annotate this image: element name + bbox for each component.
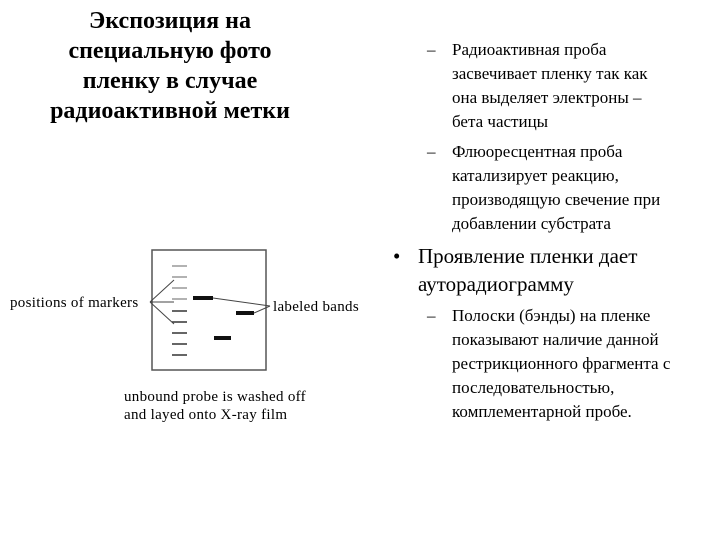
pointer-lines [150,280,270,324]
dash-marker: – [427,306,436,325]
text-line: ауторадиограмму [418,272,574,296]
labeled-band [236,311,254,315]
text-line: Радиоактивная проба [452,40,607,59]
pointer-line [213,298,270,306]
text-line: Флюоресцентная проба [452,142,623,161]
text-line: показывают наличие данной [452,330,659,349]
film-sheet [152,250,266,370]
text-line: последовательностью, [452,378,615,397]
label-positions-of-markers: positions of markers [10,295,139,311]
marker-ladder [172,266,187,299]
text-line: катализирует реакцию, [452,166,619,185]
title-line: специальную фото [68,38,272,64]
labeled-band [193,296,213,300]
title-line: радиоактивной метки [50,98,290,124]
text-line: комплементарной пробе. [452,402,632,421]
text-line: она выделяет электроны – [452,88,642,107]
label-labeled-bands: labeled bands [273,299,359,315]
marker-ladder-dark [172,311,187,355]
diagram-caption [124,388,306,424]
text-line: добавлении субстрата [452,214,611,233]
pointer-line [150,302,174,324]
bullet-marker: • [393,244,401,268]
text-line: производящую свечение при [452,190,661,209]
title-line: Экспозиция на [89,8,251,34]
text-line: Полоски (бэнды) на пленке [452,306,651,325]
title-line: пленку в случае [82,68,258,94]
dash-marker: – [427,40,436,59]
pointer-line [150,280,174,302]
text-line: бета частицы [452,112,549,131]
caption-line: unbound probe is washed off [124,389,306,405]
dash-marker: – [427,142,436,161]
text-line: Проявление пленки дает [418,244,638,268]
text-line: засвечивает пленку так как [452,64,648,83]
caption-line: and layed onto X-ray film [124,407,288,423]
text-line: рестрикционного фрагмента с [452,354,671,373]
pointer-line [254,306,270,313]
labeled-band [214,336,231,340]
